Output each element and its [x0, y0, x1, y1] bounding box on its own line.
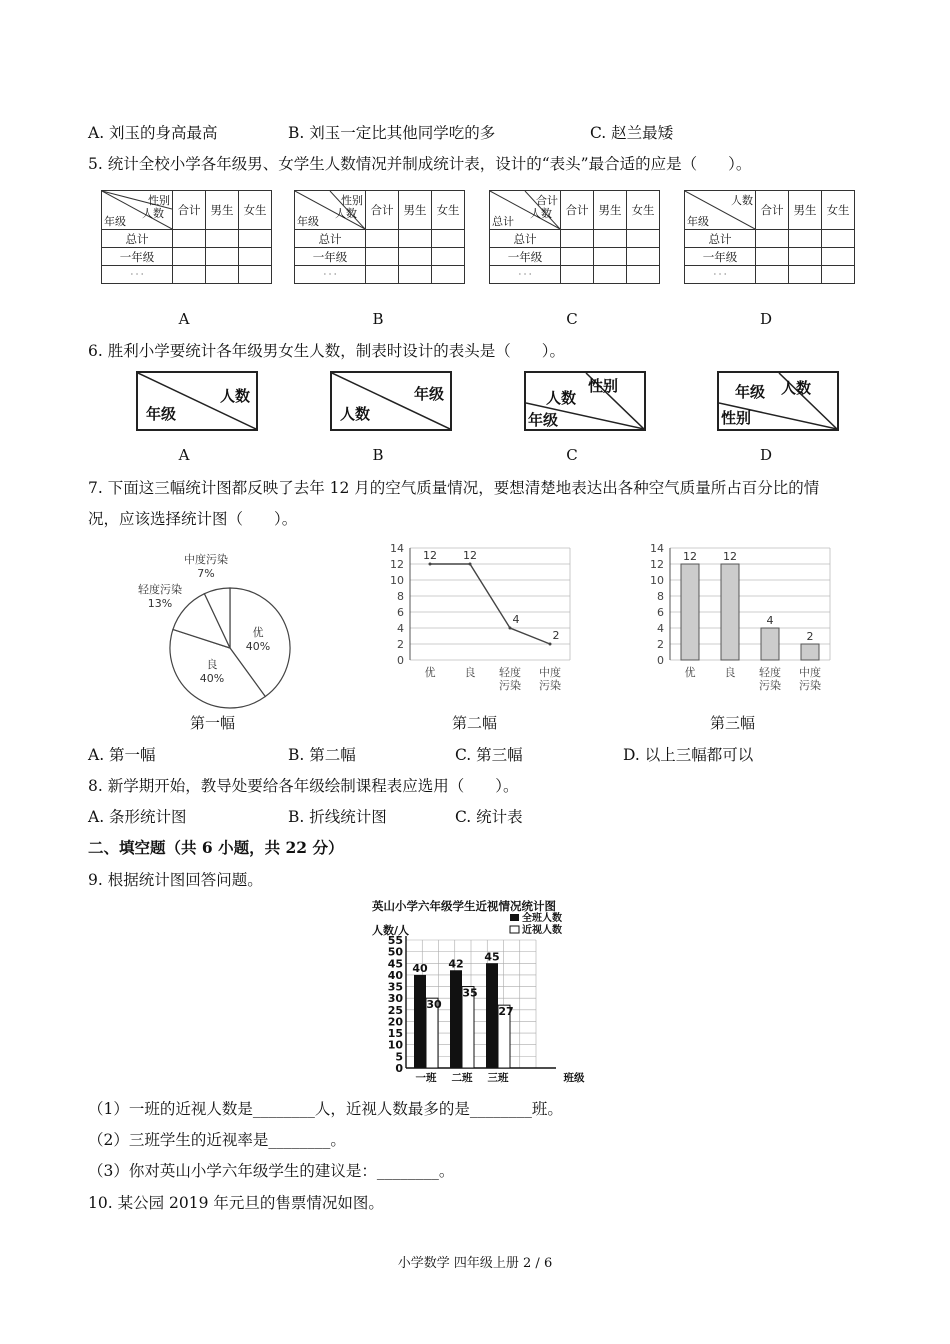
- x-tick-label: 良: [464, 666, 476, 679]
- y-tick-label: 15: [387, 1027, 403, 1041]
- y-tick-label: 2: [657, 638, 664, 651]
- q5-label-a: A: [178, 310, 190, 328]
- line-chart: [380, 535, 580, 710]
- pie-label: 轻度污染: [138, 583, 182, 596]
- row-total: 总计: [102, 230, 173, 248]
- q6-question: 6. 胜利小学要统计各年级男女生人数，制表时设计的表头是（ ）。: [88, 342, 565, 360]
- y-tick-label: 8: [657, 590, 664, 603]
- header-cell: [490, 191, 561, 230]
- bar: [801, 644, 819, 660]
- header-h1: 合计: [536, 194, 558, 207]
- data-label: 2: [806, 630, 814, 643]
- q6-c-t1: 性别: [588, 377, 619, 395]
- pie-value: 40%: [245, 640, 271, 653]
- q6-d-t1: 人数: [781, 379, 812, 397]
- pie-chart: [120, 540, 320, 710]
- x-tick-label: 三班: [487, 1072, 509, 1084]
- q8-option-c: C. 统计表: [455, 808, 523, 826]
- q5-table-a: [101, 190, 272, 284]
- q9-sub2: （2）三班学生的近视率是________。: [88, 1131, 346, 1149]
- col-male: 男生: [206, 191, 239, 230]
- q6-b-t2: 人数: [340, 405, 371, 423]
- y-tick-label: 10: [650, 574, 664, 587]
- x-tick-label: 中度: [799, 666, 821, 679]
- legend-swatch-total: [510, 914, 519, 921]
- row-dots: · · ·: [102, 266, 173, 284]
- data-label: 4: [766, 614, 774, 627]
- y-tick-label: 0: [657, 654, 664, 667]
- caption-chart-1: 第一幅: [190, 714, 236, 732]
- q5-label-b: B: [372, 310, 384, 328]
- row-dots: · · ·: [685, 266, 756, 284]
- line-point: [429, 563, 432, 566]
- y-tick-label: 14: [390, 542, 404, 555]
- q4-option-a: A. 刘玉的身高最高: [88, 124, 218, 142]
- row-grade1: 一年级: [490, 248, 561, 266]
- q5-label-c: C: [566, 310, 578, 328]
- q6-label-d: D: [759, 446, 773, 464]
- pie-value: 13%: [147, 597, 173, 610]
- header-h2: 人数: [335, 207, 357, 220]
- q4-option-c: C. 赵兰最矮: [590, 124, 674, 142]
- y-tick-label: 12: [650, 558, 664, 571]
- col-female: 女生: [822, 191, 855, 230]
- q4-option-b: B. 刘玉一定比其他同学吃的多: [288, 124, 496, 142]
- q6-box-d: [717, 371, 839, 431]
- header-h3: 年级: [104, 215, 126, 228]
- q7-option-a: A. 第一幅: [88, 746, 156, 764]
- q7-question-line1: 7. 下面这三幅统计图都反映了去年 12 月的空气质量情况，要想清楚地表达出各种空气质量所占百分比的情: [88, 479, 820, 497]
- y-tick-label: 4: [397, 622, 404, 635]
- y-tick-label: 8: [397, 590, 404, 603]
- header-h3: 总计: [492, 215, 514, 228]
- x-tick-label: 污染: [759, 679, 781, 692]
- data-label-myopia: 27: [498, 1005, 514, 1019]
- header-h2: 人数: [142, 207, 164, 220]
- row-grade1: 一年级: [102, 248, 173, 266]
- y-tick-label: 2: [397, 638, 404, 651]
- q6-c-t2: 人数: [546, 389, 577, 407]
- y-tick-label: 6: [657, 606, 664, 619]
- pie-label: 中度污染: [184, 553, 228, 566]
- q6-label-c: C: [566, 446, 578, 464]
- x-axis-label: 班级: [563, 1072, 585, 1084]
- y-tick-label: 50: [387, 945, 403, 959]
- q7-option-d: D. 以上三幅都可以: [623, 746, 754, 764]
- y-tick-label: 25: [387, 1003, 403, 1017]
- row-total: 总计: [685, 230, 756, 248]
- y-tick-label: 55: [387, 934, 403, 947]
- q6-d-t2: 年级: [735, 383, 766, 401]
- y-tick-label: 10: [387, 1038, 403, 1052]
- page-footer: 小学数学 四年级上册 2 / 6: [397, 1256, 553, 1271]
- q6-box-a: [136, 371, 258, 431]
- q8-option-a: A. 条形统计图: [88, 808, 187, 826]
- bar-total: [486, 963, 498, 1068]
- data-label: 12: [723, 550, 737, 563]
- q8-question: 8. 新学期开始，教导处要给各年级绘制课程表应选用（ ）。: [88, 777, 519, 795]
- data-label: 12: [423, 549, 437, 562]
- bar-chart: [640, 535, 840, 710]
- header-h1: 人数: [731, 194, 753, 207]
- col-male: 男生: [399, 191, 432, 230]
- y-tick-label: 6: [397, 606, 404, 619]
- chart-title: 英山小学六年级学生近视情况统计图: [372, 899, 556, 913]
- data-label-total: 42: [448, 957, 464, 971]
- y-tick-label: 5: [395, 1050, 403, 1064]
- y-tick-label: 4: [657, 622, 664, 635]
- y-axis-label: 人数/人: [372, 924, 410, 937]
- q6-a-t2: 年级: [146, 405, 177, 423]
- row-grade1: 一年级: [685, 248, 756, 266]
- series-line: [430, 564, 550, 644]
- y-tick-label: 10: [390, 574, 404, 587]
- col-female: 女生: [432, 191, 465, 230]
- col-female: 女生: [627, 191, 660, 230]
- x-tick-label: 良: [724, 666, 736, 679]
- col-total: 合计: [756, 191, 789, 230]
- data-label: 2: [552, 629, 560, 642]
- legend-label-total: 全班人数: [522, 913, 562, 924]
- q6-c-t3: 年级: [528, 411, 559, 429]
- data-label-total: 45: [484, 950, 500, 964]
- pie-label: 优: [252, 626, 264, 639]
- x-tick-label: 污染: [539, 679, 561, 692]
- header-h3: 年级: [687, 215, 709, 228]
- y-tick-label: 30: [387, 992, 403, 1006]
- q6-box-c: [524, 371, 646, 431]
- q5-table-b: [294, 190, 465, 284]
- q6-a-t1: 人数: [219, 387, 250, 405]
- y-tick-label: 0: [397, 654, 404, 667]
- caption-chart-2: 第二幅: [452, 714, 498, 732]
- data-label-myopia: 30: [426, 998, 442, 1012]
- line-point: [509, 627, 512, 630]
- header-cell: [295, 191, 366, 230]
- x-tick-label: 中度: [539, 666, 561, 679]
- q5-table-c: [489, 190, 660, 284]
- y-tick-label: 20: [387, 1015, 403, 1029]
- bar-total: [414, 975, 426, 1068]
- legend-swatch-myopia: [510, 926, 519, 933]
- row-total: 总计: [490, 230, 561, 248]
- row-grade1: 一年级: [295, 248, 366, 266]
- data-label-total: 40: [412, 961, 428, 975]
- q8-option-b: B. 折线统计图: [288, 808, 387, 826]
- myopia-chart: [360, 896, 590, 1086]
- data-label: 4: [512, 613, 520, 626]
- bar: [681, 564, 699, 660]
- y-tick-label: 40: [387, 968, 403, 982]
- q6-box-b: [330, 371, 452, 431]
- q7-option-c: C. 第三幅: [455, 746, 523, 764]
- bar: [721, 564, 739, 660]
- line-point: [549, 643, 552, 646]
- q5-label-d: D: [759, 310, 773, 328]
- pie-label: 良: [206, 658, 218, 671]
- data-label: 12: [463, 549, 477, 562]
- x-tick-label: 污染: [799, 679, 821, 692]
- row-dots: · · ·: [490, 266, 561, 284]
- line-point: [469, 563, 472, 566]
- y-tick-label: 45: [387, 957, 403, 971]
- header-h1: 性别: [148, 194, 170, 207]
- caption-chart-3: 第三幅: [710, 714, 756, 732]
- bar: [761, 628, 779, 660]
- q9-sub1: （1）一班的近视人数是________人，近视人数最多的是________班。: [88, 1100, 563, 1118]
- q6-label-a: A: [178, 446, 190, 464]
- pie-value: 40%: [199, 672, 225, 685]
- x-tick-label: 轻度: [759, 666, 781, 679]
- section-title: 二、填空题（共 6 小题，共 22 分）: [88, 838, 344, 857]
- data-label: 12: [683, 550, 697, 563]
- row-total: 总计: [295, 230, 366, 248]
- col-female: 女生: [239, 191, 272, 230]
- q7-option-b: B. 第二幅: [288, 746, 356, 764]
- col-male: 男生: [789, 191, 822, 230]
- q7-question-line2: 况，应该选择统计图（ ）。: [88, 510, 298, 528]
- y-tick-label: 14: [650, 542, 664, 555]
- x-tick-label: 二班: [451, 1072, 473, 1084]
- col-total: 合计: [561, 191, 594, 230]
- header-h1: 性别: [341, 194, 363, 207]
- q6-label-b: B: [372, 446, 384, 464]
- row-dots: · · ·: [295, 266, 366, 284]
- header-cell: [102, 191, 173, 230]
- legend-label-myopia: 近视人数: [522, 925, 562, 936]
- x-tick-label: 优: [424, 666, 436, 679]
- header-h2: 人数: [530, 207, 552, 220]
- q9-sub3: （3）你对英山小学六年级学生的建议是：________。: [88, 1162, 455, 1180]
- pie-value: 7%: [197, 567, 215, 580]
- q10-question: 10. 某公园 2019 年元旦的售票情况如图。: [88, 1194, 384, 1212]
- header-h3: 年级: [297, 215, 319, 228]
- q5-question: 5. 统计全校小学各年级男、女学生人数情况并制成统计表，设计的“表头”最合适的应是（ ）。: [88, 155, 752, 173]
- x-tick-label: 优: [684, 666, 696, 679]
- data-label-myopia: 35: [462, 986, 478, 1000]
- q6-b-t1: 年级: [413, 385, 444, 403]
- q9-question: 9. 根据统计图回答问题。: [88, 871, 263, 889]
- y-tick-label: 0: [395, 1062, 403, 1075]
- col-total: 合计: [173, 191, 206, 230]
- y-tick-label: 35: [387, 980, 403, 994]
- q5-table-d: [684, 190, 855, 284]
- col-male: 男生: [594, 191, 627, 230]
- header-cell: [685, 191, 756, 230]
- x-tick-label: 污染: [499, 679, 521, 692]
- x-tick-label: 轻度: [499, 666, 521, 679]
- q6-d-t3: 性别: [721, 409, 752, 427]
- x-tick-label: 一班: [415, 1072, 437, 1084]
- col-total: 合计: [366, 191, 399, 230]
- bar-total: [450, 970, 462, 1068]
- y-tick-label: 12: [390, 558, 404, 571]
